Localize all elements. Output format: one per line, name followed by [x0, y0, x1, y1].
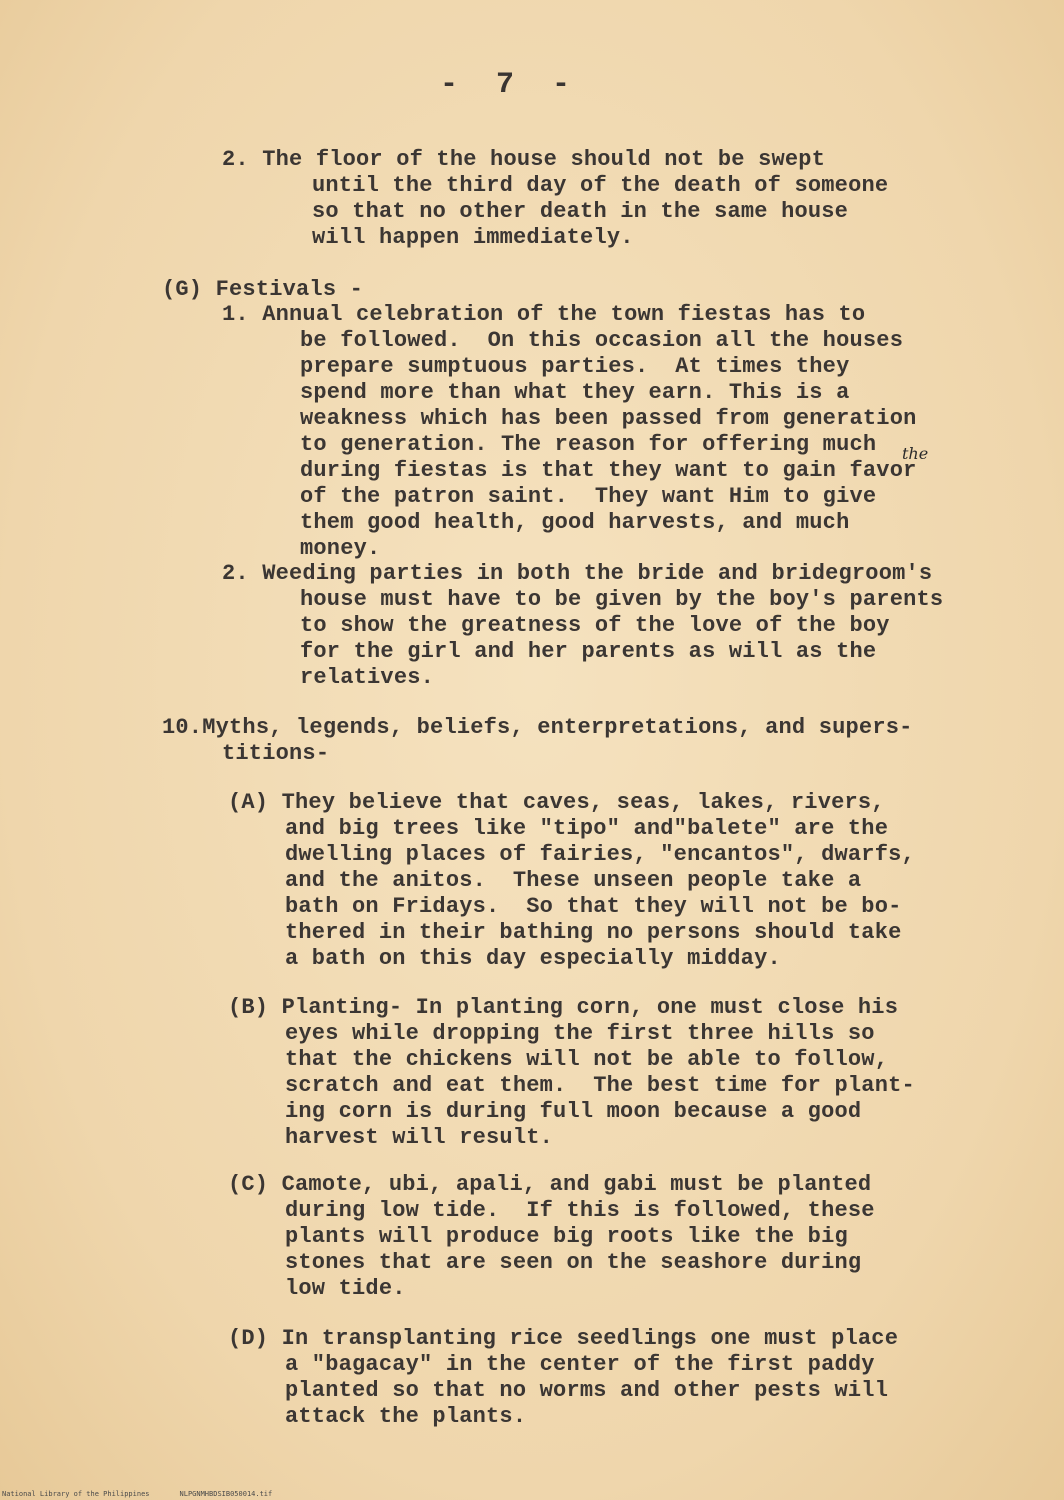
- text-line: 1. Annual celebration of the town fiestas has to: [222, 302, 866, 327]
- text-line: be followed. On this occasion all the houses: [300, 328, 904, 353]
- text-line: spend more than what they earn. This is a: [300, 380, 850, 405]
- text-line: titions-: [222, 741, 330, 766]
- section-heading: (G) Festivals -: [162, 277, 364, 302]
- text-line: eyes while dropping the first three hills so: [285, 1021, 875, 1046]
- text-line: so that no other death in the same house: [312, 199, 849, 224]
- text-line: (C) Camote, ubi, apali, and gabi must be planted: [228, 1172, 872, 1197]
- text-line: to show the greatness of the love of the boy: [300, 613, 890, 638]
- text-line: that the chickens will not be able to follow,: [285, 1047, 889, 1072]
- text-line: and the anitos. These unseen people take a: [285, 868, 862, 893]
- text-line: will happen immediately.: [312, 225, 634, 250]
- text-line: until the third day of the death of someone: [312, 173, 889, 198]
- text-line: harvest will result.: [285, 1125, 554, 1150]
- text-line: during fiestas is that they want to gain favor: [300, 458, 917, 483]
- text-line: bath on Fridays. So that they will not be bo-: [285, 894, 902, 919]
- text-line: weakness which has been passed from generation: [300, 406, 917, 431]
- page-number: - 7 -: [440, 68, 581, 102]
- text-line: house must have to be given by the boy's parents: [300, 587, 944, 612]
- text-line: a bath on this day especially midday.: [285, 946, 781, 971]
- text-line: of the patron saint. They want Him to give: [300, 484, 877, 509]
- text-line: 2. Weeding parties in both the bride and bridegroom's: [222, 561, 933, 586]
- text-line: during low tide. If this is followed, these: [285, 1198, 875, 1223]
- text-line: plants will produce big roots like the big: [285, 1224, 848, 1249]
- text-line: relatives.: [300, 665, 435, 690]
- text-line: scratch and eat them. The best time for plant-: [285, 1073, 915, 1098]
- text-line: them good health, good harvests, and much: [300, 510, 850, 535]
- footer-source: National Library of the Philippines: [2, 1490, 150, 1498]
- text-line: money.: [300, 536, 381, 561]
- text-line: (B) Planting- In planting corn, one must close his: [228, 995, 899, 1020]
- text-line: a "bagacay" in the center of the first paddy: [285, 1352, 875, 1377]
- text-line: thered in their bathing no persons should take: [285, 920, 902, 945]
- text-line: planted so that no worms and other pests will: [285, 1378, 889, 1403]
- text-line: (A) They believe that caves, seas, lakes, rivers,: [228, 790, 885, 815]
- text-line: (D) In transplanting rice seedlings one must place: [228, 1326, 899, 1351]
- text-line: stones that are seen on the seashore during: [285, 1250, 862, 1275]
- text-line: and big trees like "tipo" and"balete" are the: [285, 816, 889, 841]
- text-line: 2. The floor of the house should not be swept: [222, 147, 826, 172]
- text-line: dwelling places of fairies, "encantos", dwarfs,: [285, 842, 915, 867]
- text-line: to generation. The reason for offering much: [300, 432, 877, 457]
- text-line: attack the plants.: [285, 1404, 527, 1429]
- section-heading: 10.Myths, legends, beliefs, enterpretations, and supers-: [162, 715, 913, 740]
- footer-filename: NLPGNMHBDSIB050014.tif: [179, 1490, 273, 1498]
- text-line: prepare sumptuous parties. At times they: [300, 354, 850, 379]
- text-line: for the girl and her parents as will as the: [300, 639, 877, 664]
- text-line: low tide.: [285, 1276, 406, 1301]
- archive-footer: [2, 1490, 302, 1498]
- handwritten-insert: the: [902, 444, 929, 463]
- text-line: ing corn is during full moon because a good: [285, 1099, 862, 1124]
